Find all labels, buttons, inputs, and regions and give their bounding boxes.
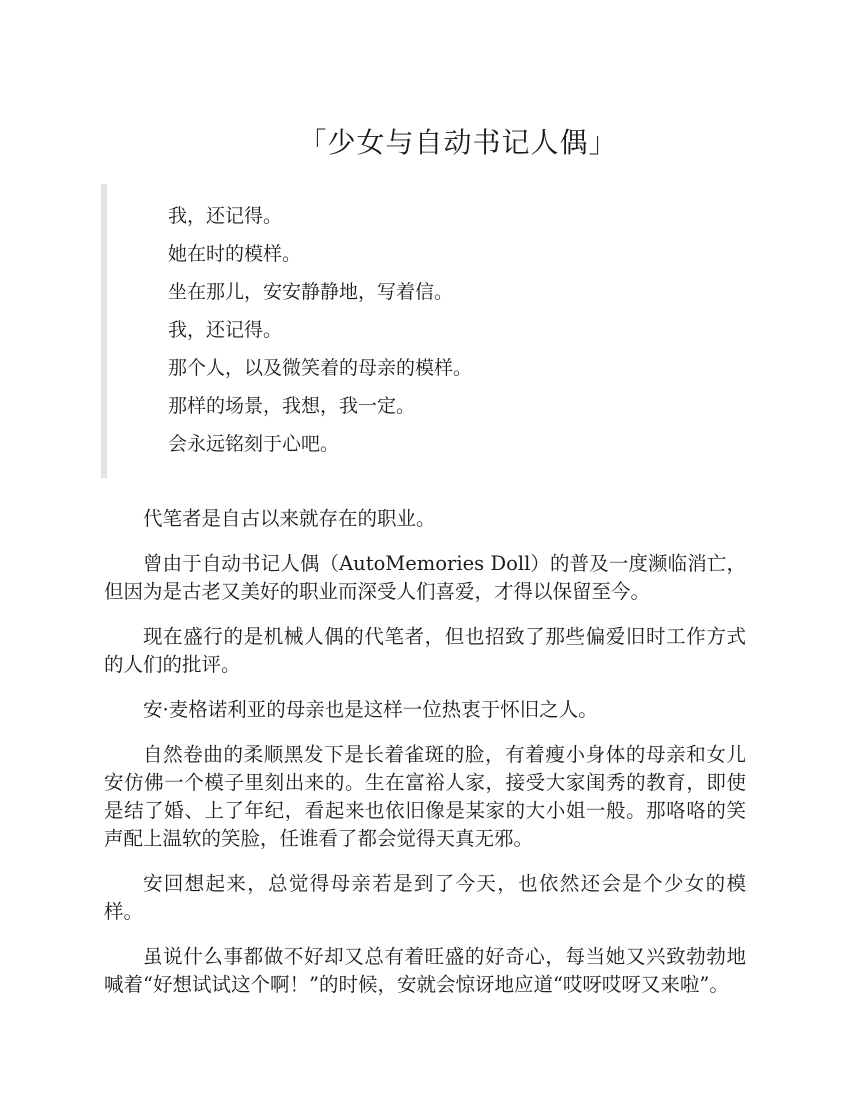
poem-line: 坐在那儿，安安静静地，写着信。 — [168, 281, 454, 303]
body-text — [104, 505, 746, 1016]
paragraph: 安·麦格诺利亚的母亲也是这样一位热衷于怀旧之人。 — [143, 698, 598, 721]
paragraph: 安回想起来，总觉得母亲若是到了今天，也依然还会是个少女的模样。 — [104, 872, 746, 923]
paragraph: 虽说什么事都做不好却又总有着旺盛的好奇心，每当她又兴致勃勃地喊着“好想试试这个啊！”的时候，安就会惊讶地应道“哎呀哎呀又来啦”。 — [104, 945, 746, 996]
poem-line: 她在时的模样。 — [168, 243, 302, 265]
poem-line: 那样的场景，我想，我一定。 — [168, 395, 416, 417]
poem-line: 我，还记得。 — [168, 205, 283, 227]
poem-line: 我，还记得。 — [168, 319, 283, 341]
paragraph: 曾由于自动书记人偶（AutoMemories Doll）的普及一度濒临消亡，但因为是古老又美好的职业而深受人们喜爱，才得以保留至今。 — [104, 552, 746, 603]
poem-line: 那个人，以及微笑着的母亲的模样。 — [168, 357, 473, 379]
poem-blockquote — [168, 197, 472, 463]
poem-line: 会永远铭刻于心吧。 — [168, 433, 340, 455]
document-title: 「少女与自动书记人偶」 — [298, 126, 618, 159]
paragraph: 自然卷曲的柔顺黑发下是长着雀斑的脸，有着瘦小身体的母亲和女儿安仿佛一个模子里刻出来的。生在富裕人家，接受大家闺秀的教育，即使是结了婚、上了年纪，看起来也依旧像是某家的大小姐一般。那咯咯的笑声配上温软的笑脸，任谁看了都会觉得天真无邪。 — [104, 743, 746, 850]
blockquote-bar — [101, 184, 107, 478]
paragraph: 现在盛行的是机械人偶的代笔者，但也招致了那些偏爱旧时工作方式的人们的批评。 — [104, 625, 746, 676]
paragraph: 代笔者是自古以来就存在的职业。 — [143, 507, 436, 530]
